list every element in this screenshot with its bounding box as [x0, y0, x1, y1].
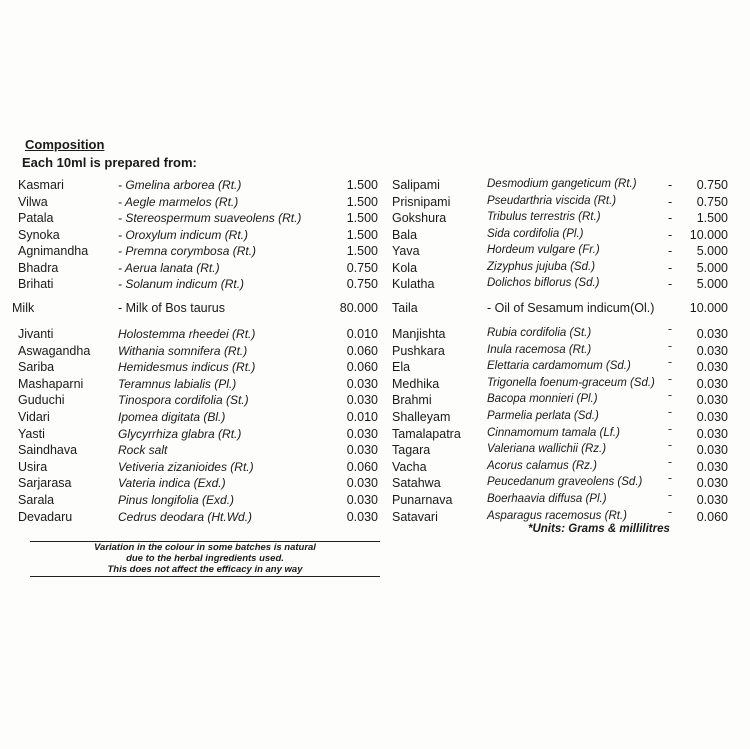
- ingredient-botanical-name: Pseudarthria viscida (Rt.): [487, 194, 617, 207]
- separator-dash: -: [668, 194, 673, 209]
- ingredient-name: Kasmari: [18, 178, 64, 192]
- ingredient-name: Tagara: [392, 443, 431, 458]
- ingredient-name: Jivanti: [18, 327, 54, 341]
- ingredient-botanical-name: Valeriana wallichii (Rz.): [487, 443, 607, 456]
- separator-dash: -: [668, 260, 673, 275]
- ingredient-name: Vilwa: [18, 194, 48, 209]
- ingredient-name: Brihati: [18, 277, 54, 291]
- ingredient-botanical-name: Boerhaavia diffusa (Pl.): [487, 493, 607, 505]
- table-row: [0, 178, 750, 194]
- ingredient-quantity: 5.000: [696, 277, 728, 291]
- separator-dash: ˉ: [668, 343, 673, 358]
- ingredient-botanical-name: Bacopa monnieri (Pl.): [487, 393, 598, 406]
- table-row-milk: [0, 301, 750, 317]
- table-row: [0, 460, 750, 476]
- variation-note-line: Variation in the colour in some batches is natural: [94, 542, 316, 553]
- ingredient-botanical-name: Desmodium gangeticum (Rt.): [487, 178, 637, 190]
- ingredient-name: Yasti: [18, 426, 45, 441]
- note-rule-bottom: [30, 576, 380, 577]
- ingredient-botanical-name: - Oroxylum indicum (Rt.): [118, 227, 249, 242]
- ingredient-quantity: 0.030: [696, 360, 728, 375]
- separator-dash: ˉ: [668, 509, 673, 524]
- separator-dash: ˉ: [668, 393, 673, 408]
- variation-note-line: due to the herbal ingredients used.: [126, 553, 284, 564]
- ingredient-name: Yava: [392, 244, 420, 258]
- ingredient-botanical-name: Asparagus racemosus (Rt.): [487, 509, 627, 522]
- ingredient-name: Patala: [18, 211, 54, 225]
- ingredient-quantity: 0.750: [696, 178, 728, 192]
- ingredient-quantity: 0.030: [696, 393, 728, 408]
- ingredient-botanical-name: Trigonella foenum-graceum (Sd.): [487, 376, 655, 389]
- ingredient-botanical-name: Holostemma rheedei (Rt.): [118, 327, 256, 341]
- table-row: [0, 360, 750, 376]
- ingredient-botanical-name: Parmelia perlata (Sd.): [487, 410, 599, 422]
- ingredient-quantity: 1.500: [696, 211, 728, 225]
- ingredient-quantity: 0.030: [696, 376, 728, 391]
- ingredient-quantity: 0.030: [696, 443, 728, 458]
- separator-dash: -: [668, 178, 673, 192]
- ingredient-quantity: 0.030: [696, 493, 728, 507]
- separator-dash: ˉ: [668, 360, 673, 375]
- ingredient-quantity: 0.750: [346, 260, 378, 275]
- ingredient-botanical-name: - Aegle marmelos (Rt.): [118, 194, 239, 209]
- table-row: [0, 427, 750, 443]
- ingredient-name: Vacha: [392, 459, 427, 474]
- ingredient-botanical-name: Acorus calamus (Rz.): [487, 459, 597, 472]
- ingredient-name: Bhadra: [18, 260, 59, 275]
- ingredient-quantity: 1.500: [346, 211, 378, 225]
- ingredient-botanical-name: Rock salt: [118, 443, 168, 458]
- separator-dash: -: [668, 211, 673, 225]
- ingredient-botanical-name: - Oil of Sesamum indicum(Ol.): [487, 301, 655, 315]
- ingredient-botanical-name: Ipomea digitata (Bl.): [118, 410, 226, 424]
- ingredient-name: Gokshura: [392, 211, 447, 225]
- ingredient-quantity: 0.030: [346, 443, 378, 458]
- ingredient-quantity: 0.010: [346, 327, 378, 341]
- variation-note-line: This does not affect the efficacy in any way: [107, 564, 303, 575]
- ingredient-quantity: 0.030: [696, 327, 728, 341]
- ingredient-botanical-name: Hemidesmus indicus (Rt.): [118, 360, 256, 375]
- separator-dash: ˉ: [668, 327, 673, 341]
- separator-dash: ˉ: [668, 476, 673, 491]
- ingredient-botanical-name: - Milk of Bos taurus: [118, 301, 225, 315]
- ingredient-name: Kulatha: [392, 277, 435, 291]
- ingredient-botanical-name: - Gmelina arborea (Rt.): [118, 178, 242, 192]
- ingredient-botanical-name: - Premna corymbosa (Rt.): [118, 244, 257, 258]
- table-row: [0, 393, 750, 409]
- ingredient-name: Mashaparni: [18, 376, 84, 391]
- ingredient-quantity: 5.000: [696, 260, 728, 275]
- ingredient-name: Bala: [392, 227, 418, 242]
- variation-note: [30, 542, 380, 575]
- ingredient-name: Aswagandha: [18, 343, 91, 358]
- table-row: [0, 377, 750, 393]
- ingredient-quantity: 80.000: [339, 301, 378, 315]
- table-row: [0, 244, 750, 260]
- ingredient-quantity: 10.000: [689, 227, 728, 242]
- ingredient-quantity: 0.030: [696, 476, 728, 491]
- ingredient-quantity: 0.030: [696, 426, 728, 441]
- ingredient-name: Punarnava: [392, 493, 453, 507]
- table-row: [0, 261, 750, 277]
- ingredient-botanical-name: Glycyrrhiza glabra (Rt.): [118, 426, 242, 441]
- ingredient-name: Saindhava: [18, 443, 78, 458]
- ingredient-botanical-name: Elettaria cardamomum (Sd.): [487, 360, 631, 373]
- ingredient-quantity: 0.750: [696, 194, 728, 209]
- ingredient-quantity: 0.030: [346, 476, 378, 491]
- ingredient-botanical-name: Inula racemosa (Rt.): [487, 343, 592, 356]
- ingredient-quantity: 0.750: [346, 277, 378, 291]
- ingredient-quantity: 5.000: [696, 244, 728, 258]
- ingredient-quantity: 0.030: [346, 426, 378, 441]
- ingredient-botanical-name: Dolichos biflorus (Sd.): [487, 277, 600, 289]
- ingredient-botanical-name: Withania somnifera (Rt.): [118, 343, 248, 358]
- table-row: [0, 277, 750, 293]
- composition-heading: Composition: [25, 137, 105, 152]
- ingredient-quantity: 1.500: [346, 194, 378, 209]
- separator-dash: -: [668, 227, 673, 242]
- ingredient-name: Shalleyam: [392, 410, 451, 424]
- ingredient-quantity: 0.030: [346, 509, 378, 524]
- ingredient-name: Sarjarasa: [18, 476, 72, 491]
- ingredient-quantity: 0.030: [696, 343, 728, 358]
- ingredient-name: Tamalapatra: [392, 426, 461, 441]
- ingredient-botanical-name: - Stereospermum suaveolens (Rt.): [118, 211, 302, 225]
- ingredient-name: Vidari: [18, 410, 50, 424]
- table-row: [0, 195, 750, 211]
- composition-subheading: Each 10ml is prepared from:: [22, 155, 197, 170]
- ingredient-quantity: 1.500: [346, 227, 378, 242]
- ingredient-name: Salipami: [392, 178, 440, 192]
- ingredient-botanical-name: Vateria indica (Exd.): [118, 476, 226, 491]
- ingredient-name: Agnimandha: [18, 244, 89, 258]
- ingredient-name: Sariba: [18, 360, 55, 375]
- table-row: [0, 476, 750, 492]
- ingredient-name: Synoka: [18, 227, 60, 242]
- ingredient-name: Guduchi: [18, 393, 65, 408]
- ingredient-name: Devadaru: [18, 509, 73, 524]
- table-row: [0, 443, 750, 459]
- ingredient-quantity: 0.010: [346, 410, 378, 424]
- ingredient-quantity: 0.030: [346, 393, 378, 408]
- ingredient-quantity: 0.030: [346, 493, 378, 507]
- ingredient-name: Taila: [392, 301, 418, 315]
- ingredient-botanical-name: - Aerua lanata (Rt.): [118, 260, 220, 275]
- ingredient-botanical-name: - Solanum indicum (Rt.): [118, 277, 245, 291]
- ingredient-quantity: 0.060: [346, 459, 378, 474]
- ingredient-quantity: 0.030: [696, 410, 728, 424]
- separator-dash: -: [668, 244, 673, 258]
- ingredient-name: Satavari: [392, 509, 438, 524]
- ingredient-name: Usira: [18, 459, 48, 474]
- ingredient-botanical-name: Vetiveria zizanioides (Rt.): [118, 459, 254, 474]
- ingredient-quantity: 0.030: [346, 376, 378, 391]
- separator-dash: ˉ: [668, 493, 673, 507]
- ingredient-name: Kola: [392, 260, 418, 275]
- table-row: [0, 228, 750, 244]
- ingredient-botanical-name: Sida cordifolia (Pl.): [487, 227, 584, 240]
- ingredient-name: Manjishta: [392, 327, 446, 341]
- ingredient-name: Pushkara: [392, 343, 445, 358]
- ingredient-quantity: 1.500: [346, 178, 378, 192]
- ingredient-botanical-name: Hordeum vulgare (Fr.): [487, 244, 600, 256]
- separator-dash: ˉ: [668, 459, 673, 474]
- ingredient-quantity: 0.060: [696, 509, 728, 524]
- units-note: *Units: Grams & millilitres: [528, 523, 670, 535]
- ingredient-botanical-name: Tinospora cordifolia (St.): [118, 393, 249, 408]
- separator-dash: ˉ: [668, 443, 673, 458]
- ingredient-name: Prisnipami: [392, 194, 451, 209]
- ingredient-name: Satahwa: [392, 476, 441, 491]
- ingredient-quantity: 0.030: [696, 459, 728, 474]
- ingredient-botanical-name: Cedrus deodara (Ht.Wd.): [118, 509, 253, 524]
- separator-dash: -: [668, 277, 673, 291]
- ingredient-quantity: 10.000: [689, 301, 728, 315]
- ingredient-name: Sarala: [18, 493, 55, 507]
- ingredient-name: Brahmi: [392, 393, 432, 408]
- ingredient-quantity: 0.060: [346, 360, 378, 375]
- ingredient-botanical-name: Teramnus labialis (Pl.): [118, 376, 237, 391]
- ingredient-botanical-name: Zizyphus jujuba (Sd.): [487, 260, 596, 273]
- ingredient-name: Milk: [12, 301, 35, 315]
- separator-dash: ˉ: [668, 426, 673, 441]
- table-row: [0, 410, 750, 426]
- ingredient-botanical-name: Rubia cordifolia (St.): [487, 327, 592, 339]
- ingredient-quantity: 0.060: [346, 343, 378, 358]
- ingredient-name: Medhika: [392, 376, 440, 391]
- table-row: [0, 211, 750, 227]
- ingredient-botanical-name: Peucedanum graveolens (Sd.): [487, 476, 643, 489]
- separator-dash: ˉ: [668, 376, 673, 391]
- ingredient-name: Ela: [392, 360, 411, 375]
- table-row: [0, 327, 750, 343]
- ingredient-botanical-name: Tribulus terrestris (Rt.): [487, 211, 601, 223]
- ingredient-quantity: 1.500: [346, 244, 378, 258]
- ingredient-botanical-name: Pinus longifolia (Exd.): [118, 493, 235, 507]
- table-row: [0, 344, 750, 360]
- separator-dash: ˉ: [668, 410, 673, 424]
- table-row: [0, 493, 750, 509]
- ingredient-botanical-name: Cinnamomum tamala (Lf.): [487, 426, 620, 439]
